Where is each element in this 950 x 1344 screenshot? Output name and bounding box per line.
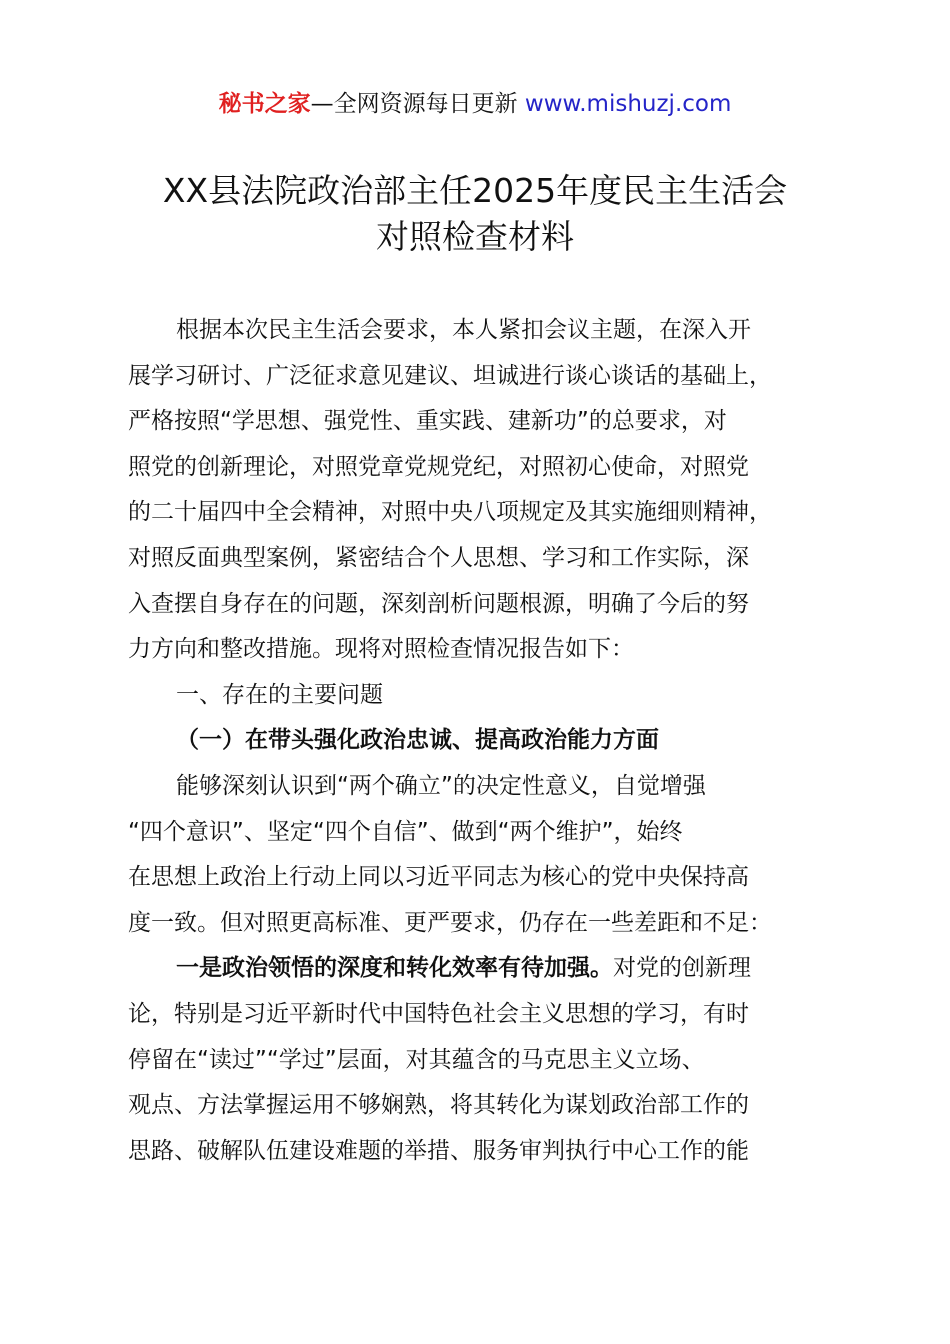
- site-header: [0, 88, 950, 120]
- point-heading: 一是政治领悟的深度和转化效率有待加强。: [176, 955, 613, 982]
- paragraph-line: 力方向和整改措施。现将对照检查情况报告如下：: [128, 636, 634, 663]
- paragraph-line: 对照反面典型案例，紧密结合个人思想、学习和工作实际，深: [128, 544, 749, 571]
- point-first-line: [128, 946, 838, 992]
- paragraph-line: 停留在“读过”“学过”层面，对其蕴含的马克思主义立场、: [128, 1046, 705, 1073]
- paragraph-line: 入查摆自身存在的问题，深刻剖析问题根源，明确了今后的努: [128, 590, 749, 617]
- paragraph-line: 论，特别是习近平新时代中国特色社会主义思想的学习，有时: [128, 1000, 749, 1027]
- section-heading: 一、存在的主要问题: [176, 681, 383, 708]
- paragraph-line: 度一致。但对照更高标准、更严要求，仍存在一些差距和不足：: [128, 909, 772, 936]
- site-url-link[interactable]: www.mishuzj.com: [524, 91, 732, 117]
- paragraph-line: 观点、方法掌握运用不够娴熟，将其转化为谋划政治部工作的: [128, 1092, 749, 1119]
- site-slogan: —全网资源每日更新: [310, 91, 518, 117]
- site-name: 秘书之家: [218, 91, 311, 117]
- paragraph-line: 思路、破解队伍建设难题的举措、服务审判执行中心工作的能: [128, 1137, 749, 1164]
- document-title: [60, 168, 890, 260]
- paragraph-line: 的二十届四中全会精神，对照中央八项规定及其实施细则精神，: [128, 499, 772, 526]
- document-body: [128, 308, 838, 1174]
- title-line-1: XX县法院政治部主任2025年度民主生活会: [162, 171, 788, 210]
- paragraph-line: 能够深刻认识到“两个确立”的决定性意义，自觉增强: [176, 772, 706, 799]
- point-text: 对党的创新理: [613, 955, 751, 982]
- paragraph-line: 严格按照“学思想、强党性、重实践、建新功”的总要求，对: [128, 408, 727, 435]
- title-line-2: 对照检查材料: [376, 217, 574, 256]
- paragraph-line: 根据本次民主生活会要求，本人紧扣会议主题，在深入开: [176, 317, 751, 343]
- paragraph-line: “四个意识”、坚定“四个自信”、做到“两个维护”，始终: [128, 818, 683, 845]
- paragraph-line: 照党的创新理论，对照党章党规党纪，对照初心使命，对照党: [128, 453, 749, 480]
- subsection-heading: （一）在带头强化政治忠诚、提高政治能力方面: [176, 727, 659, 754]
- paragraph-line: 在思想上政治上行动上同以习近平同志为核心的党中央保持高: [128, 864, 749, 891]
- paragraph-line: 展学习研讨、广泛征求意见建议、坦诚进行谈心谈话的基础上，: [128, 362, 772, 389]
